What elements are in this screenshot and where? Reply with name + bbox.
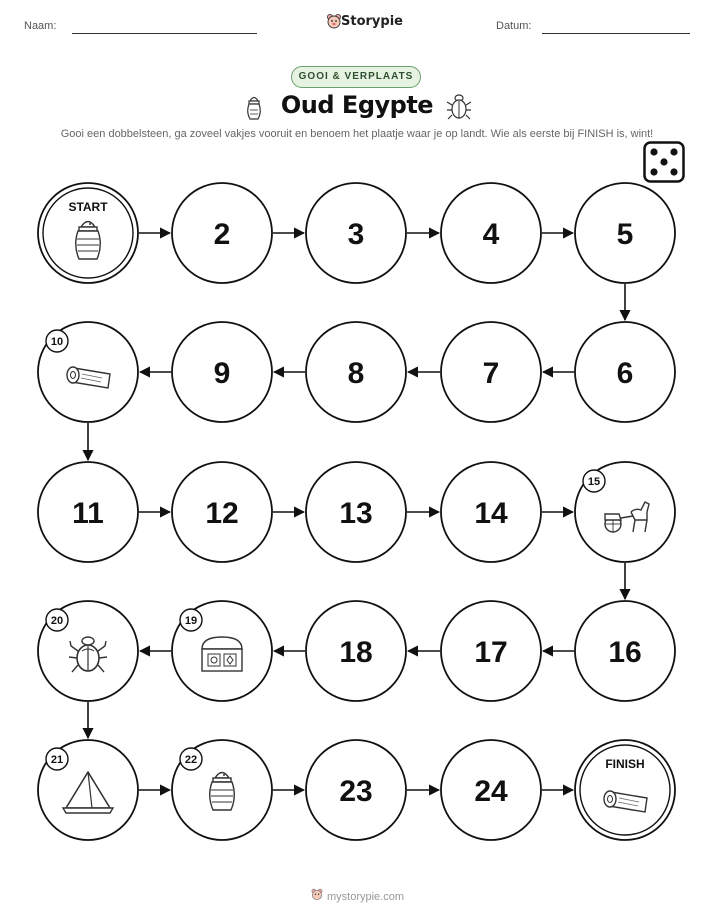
- cell-number-badge: 19: [184, 615, 198, 627]
- board-cell: [172, 183, 272, 283]
- board-cells: [38, 183, 675, 840]
- board-cell: [38, 740, 138, 840]
- board-cell: [172, 462, 272, 562]
- cell-number: 11: [72, 497, 104, 530]
- board-cell: [306, 601, 406, 701]
- cell-number: 14: [474, 497, 508, 530]
- board-cell: [441, 740, 541, 840]
- cell-number: 17: [474, 636, 508, 669]
- cell-number-badge: 21: [50, 754, 64, 766]
- footer: [0, 888, 714, 903]
- board-cell: [575, 601, 675, 701]
- board-cell: [575, 183, 675, 283]
- cell-number: 16: [608, 636, 642, 669]
- cell-number: 12: [205, 497, 239, 530]
- page-title: Oud Egypte: [280, 91, 434, 119]
- cell-number: 3: [347, 218, 365, 251]
- cell-number: 8: [347, 357, 365, 390]
- cell-number: 24: [474, 775, 508, 808]
- cell-number-badge: 10: [50, 336, 64, 348]
- cell-number: 13: [339, 497, 373, 530]
- cell-number: 23: [339, 775, 373, 808]
- board-cell: [441, 462, 541, 562]
- instructions: Gooi een dobbelsteen, ga zoveel vakjes vooruit en benoem het plaatje waar je op landt. Wie als eerste bij FINISH is, wint!: [60, 128, 654, 140]
- board-cell: [172, 322, 272, 422]
- finish-cell: [575, 740, 675, 840]
- cell-number: 6: [616, 357, 634, 390]
- board-cell: [38, 322, 138, 422]
- board-cell: [38, 601, 138, 701]
- board-cell: [306, 740, 406, 840]
- game-type-badge: GOOI & VERPLAATS: [291, 66, 421, 88]
- board-cell: [441, 601, 541, 701]
- board-cell: [306, 462, 406, 562]
- name-label: Naam:: [24, 20, 57, 32]
- cell-number: 7: [482, 357, 500, 390]
- board-cell: [441, 183, 541, 283]
- cell-number-badge: 15: [587, 476, 601, 488]
- board-cell: [172, 740, 272, 840]
- board-cell: [38, 462, 138, 562]
- board-cell: [306, 183, 406, 283]
- board-cell: [172, 601, 272, 701]
- board-cell: [441, 322, 541, 422]
- finish-label: FINISH: [605, 757, 645, 771]
- treasure-chest-icon: [202, 637, 242, 671]
- footer-url: mystorypie.com: [326, 891, 405, 903]
- start-cell: [38, 183, 138, 283]
- cell-number-badge: 20: [50, 615, 64, 627]
- board-cell: [306, 322, 406, 422]
- cell-number: 4: [482, 218, 500, 251]
- board-cell: [575, 462, 675, 562]
- cell-number-badge: 22: [184, 754, 198, 766]
- date-label: Datum:: [496, 20, 532, 32]
- cell-number: 9: [213, 357, 231, 390]
- canopic-jar-icon: [210, 773, 235, 811]
- cell-number: 18: [339, 636, 373, 669]
- start-label: START: [68, 200, 108, 214]
- cell-number: 2: [213, 218, 231, 251]
- cell-number: 5: [616, 218, 634, 251]
- brand-name: Storypie: [341, 14, 403, 29]
- board-cell: [575, 322, 675, 422]
- bear-logo-icon: [310, 888, 324, 902]
- canopic-jar-icon: [76, 222, 101, 260]
